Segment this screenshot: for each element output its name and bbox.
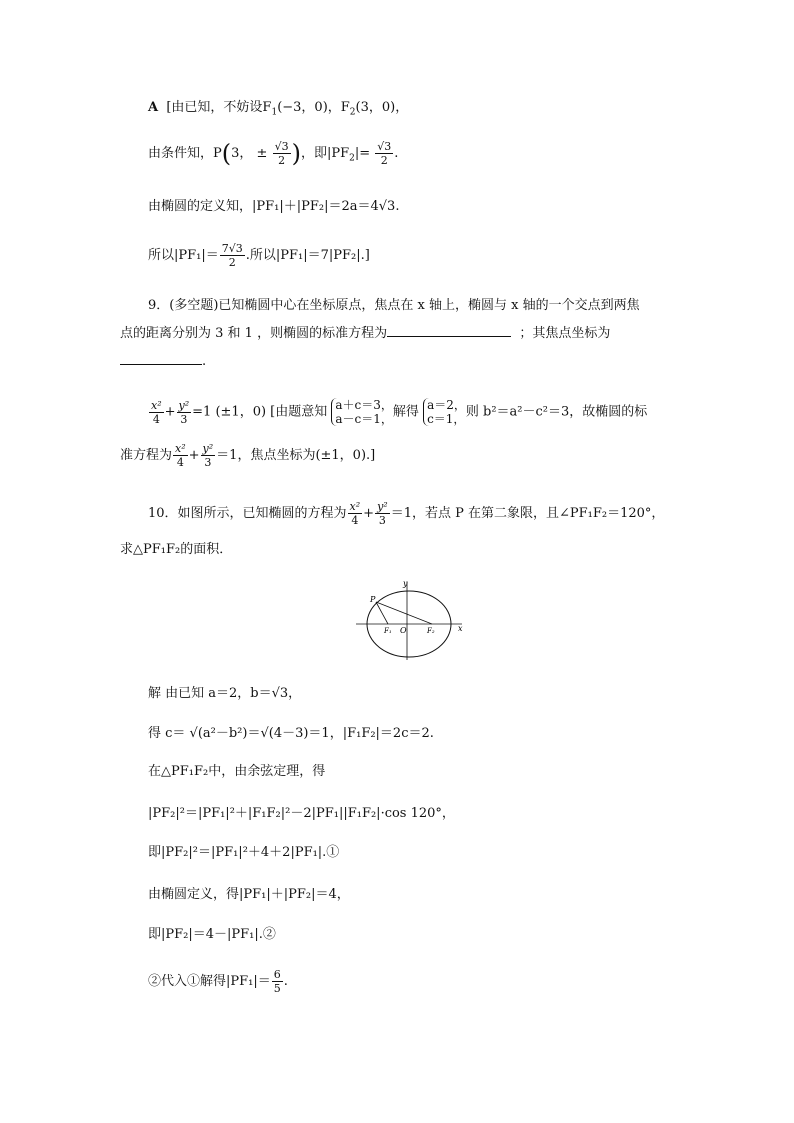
- equation-system: a＋c＝3， a－c＝1，: [331, 398, 393, 426]
- segment-pf2: [376, 602, 432, 624]
- text: 准方程为: [120, 448, 173, 463]
- text: (3，0)，: [355, 100, 409, 115]
- text: [由已知，不妨设F: [166, 100, 272, 115]
- equation-system: a＝2， c＝1，: [423, 398, 466, 426]
- answer-blank-1[interactable]: [387, 324, 511, 337]
- fraction: $\frac{\text{x²}}{4}$: [151, 398, 162, 426]
- text: 则 b²＝a²－c²＝3，故椭圆的标: [465, 404, 648, 420]
- solution-line-1: 解 由已知 a＝2，b＝√3，: [148, 686, 302, 701]
- focus-f1-label: F₁: [384, 627, 392, 635]
- fraction: $\frac{\text{x²}}{4}$: [349, 500, 361, 527]
- question-9-line-3: .: [120, 352, 206, 372]
- text: 解得: [392, 404, 419, 420]
- y-axis-label: y: [403, 579, 408, 588]
- text: |=: [354, 146, 371, 161]
- solution-line-8: ②代入①解得|PF₁|＝ $\frac{6}{5}$ .: [148, 968, 288, 995]
- question-9-line-2: [120, 324, 610, 344]
- fraction: $\frac{\text{y²}}{3}$: [377, 500, 388, 527]
- fraction: $\frac{√3}{2}$: [377, 140, 392, 167]
- fraction: $\frac{6}{5}$: [273, 968, 281, 995]
- answer-blank-2[interactable]: [120, 352, 202, 365]
- text: ＝1，焦点坐标为(±1，0).]: [216, 448, 376, 463]
- solution-line-3: 在△PF₁F₂中，由余弦定理，得: [148, 764, 326, 779]
- text: 点的距离分别为 3 和 1 ，则椭圆的标准方程为: [120, 326, 388, 341]
- solution-line-7: 即|PF₂|＝4－|PF₁|.②: [148, 927, 276, 942]
- x-axis-label: x: [458, 624, 463, 633]
- fraction: $\frac{7√3}{2}$: [221, 242, 243, 269]
- text: 所以|PF₁|＝: [148, 248, 219, 263]
- text: ②代入①解得|PF₁|＝: [148, 974, 271, 989]
- answer-9-line-2: 准方程为 $\frac{\text{x²}}{4}$ + $\frac{\text{y²}}{3}$ ＝1，焦点坐标为(±1，0).]: [120, 442, 376, 469]
- answer-8-line-4: [148, 242, 370, 269]
- text: ＝1，若点 P 在第二象限，且∠PF₁F₂＝120°，: [390, 506, 665, 521]
- point-p-label: P: [370, 595, 376, 604]
- question-10-line-2: 求△PF₁F₂的面积．: [120, 542, 233, 557]
- fraction: $\frac{\text{y²}}{3}$: [178, 398, 190, 426]
- answer-8-line-3: 由椭圆的定义知，|PF₁|＋|PF₂|＝2a＝4√3.: [148, 199, 400, 214]
- fraction: $\frac{\text{y²}}{3}$: [202, 442, 214, 469]
- answer-8-line-2: 由条件知，P(3， ± $\frac{√3}{2}$ )，即$|PF_2|=$ $\frac{√3}{2}$ .: [148, 139, 399, 168]
- text: (−3，0)，F: [277, 100, 350, 115]
- text: 10．如图所示，已知椭圆的方程为: [148, 506, 347, 521]
- solution-line-4: |PF₂|²＝|PF₁|²＋|F₁F₂|²－2|PF₁||F₁F₂|·cos 120°，: [148, 806, 455, 821]
- question-10-line-1: 10．如图所示，已知椭圆的方程为 $\frac{\text{x²}}{4}$ + $\frac{\text{y²}}{3}$ ＝1，若点 P 在第二象限，且∠PF₁F₂＝120°，: [148, 500, 665, 527]
- question-9-line-1: 9．(多空题)已知椭圆中心在坐标原点，焦点在 x 轴上，椭圆与 x 轴的一个交点到两焦: [148, 298, 640, 313]
- solution-line-5: 即|PF₂|²＝|PF₁|²＋4＋2|PF₁|.①: [148, 845, 340, 860]
- fraction: $\frac{\text{x²}}{4}$: [175, 442, 186, 469]
- ellipse-figure: [352, 578, 470, 662]
- text: 3， ±: [231, 146, 268, 161]
- fraction: $\frac{√3}{2}$: [274, 140, 289, 167]
- text: ；其焦点坐标为: [519, 326, 611, 341]
- text: 由条件知，P: [148, 146, 222, 161]
- answer-8-line-1: A [由已知，不妨设$F_1(-3$，0)，$F_2(3$，0)，: [148, 100, 409, 118]
- focus-f2-label: F₂: [427, 627, 435, 635]
- answer-label: A: [148, 100, 159, 115]
- text: ，即|PF: [300, 146, 350, 161]
- segment-pf1: [376, 602, 388, 624]
- origin-label: O: [400, 626, 407, 635]
- answer-9-line-1: $\frac{\text{x²}}{4}$ + $\frac{\text{y²}}{3}$ =1 (±1，0) [由题意知 a＋c＝3， a－c＝1， 解得 a＝2， c＝1， 则 b²＝a²－c²＝3，故椭圆的标: [151, 398, 648, 426]
- text: .所以|PF₁|＝7|PF₂|.]: [245, 248, 370, 263]
- solution-line-6: 由椭圆定义，得|PF₁|＋|PF₂|＝4，: [148, 887, 350, 902]
- solution-line-2: 得 c＝ √(a²－b²)＝√(4－3)＝1，|F₁F₂|＝2c＝2.: [148, 726, 434, 741]
- text: =1 (±1，0) [由题意知: [192, 404, 328, 420]
